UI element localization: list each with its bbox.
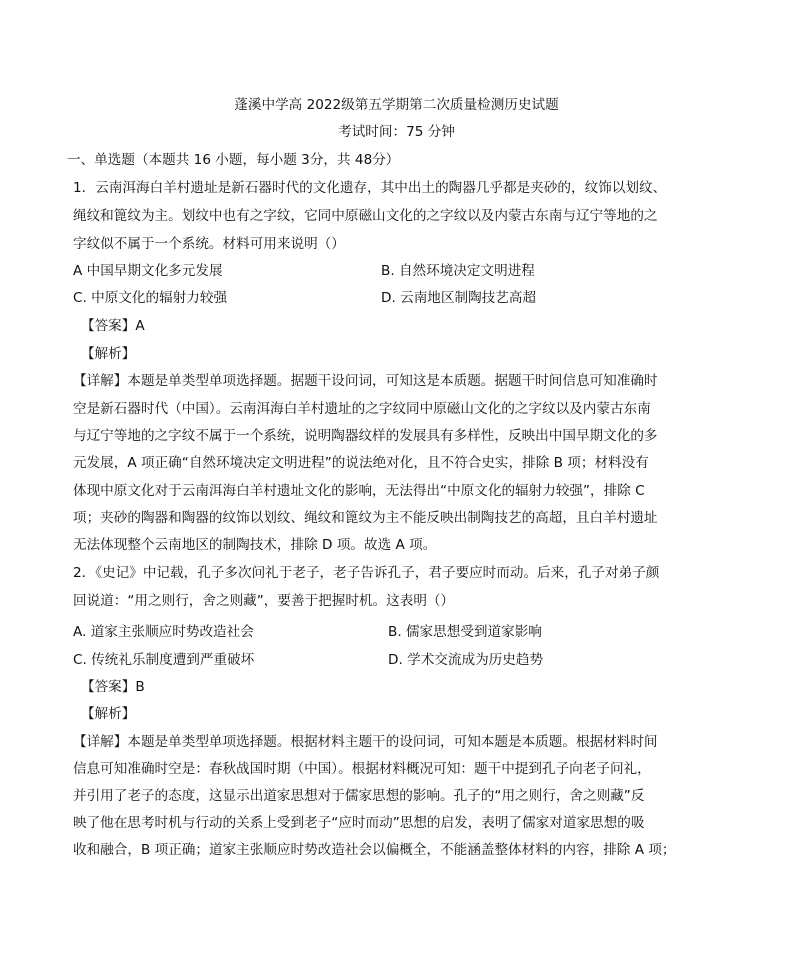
answer-label: 【答案】A — [81, 318, 145, 334]
option-a: A. 道家主张顺应时势改造社会 — [73, 624, 254, 640]
answer-label: 【答案】B — [81, 679, 145, 695]
question-stem-line: 字纹似不属于一个系统。材料可用来说明（） — [73, 236, 345, 252]
question-stem-line: 回说道：“用之则行，舍之则藏”，要善于把握时机。这表明（） — [73, 593, 455, 609]
option-c: C. 中原文化的辐射力较强 — [73, 290, 228, 306]
option-c: C. 传统礼乐制度遭到严重破坏 — [73, 652, 255, 668]
detail-line: 空是新石器时代（中国）。云南洱海白羊村遗址的之字纹同中原磁山文化的之字纹以及内蒙古东南 — [73, 401, 651, 417]
exam-title: 蓬溪中学高 2022级第五学期第二次质量检测历史试题 — [234, 97, 559, 113]
detail-line: 与辽宁等地的之字纹不属于一个系统，说明陶器纹样的发展具有多样性，反映出中国早期文化的多 — [73, 428, 658, 444]
option-d: D. 学术交流成为历史趋势 — [388, 652, 544, 668]
detail-line: 无法体现整个云南地区的制陶技术，排除 D 项。故选 A 项。 — [73, 537, 437, 553]
detail-line: 项；夹砂的陶器和陶器的纹饰以划纹、绳纹和篦纹为主不能反映出制陶技艺的高超，且白羊村遗址 — [73, 510, 658, 526]
detail-line: 映了他在思考时机与行动的关系上受到老子“应时而动”思想的启发，表明了儒家对道家思想的吸 — [73, 815, 645, 831]
detail-line: 【详解】本题是单类型单项选择题。根据材料主题干的设问词，可知本题是本质题。根据材料时间 — [73, 734, 658, 750]
detail-line: 【详解】本题是单类型单项选择题。据题干设问词，可知这是本质题。据题干时间信息可知准确时 — [73, 373, 658, 389]
question-stem-line: 2．《史记》中记载，孔子多次问礼于老子，老子告诉孔子，君子要应时而动。后来，孔子对弟子颜 — [73, 565, 660, 581]
detail-line: 信息可知准确时空是：春秋战国时期（中国）。根据材料概况可知：题干中提到孔子向老子问礼， — [73, 761, 651, 777]
section-heading: 一、单选题（本题共 16 小题，每小题 3分，共 48分） — [67, 152, 400, 168]
exam-time: 考试时间：75 分钟 — [338, 124, 455, 140]
option-b: B. 儒家思想受到道家影响 — [388, 624, 542, 640]
detail-line: 体现中原文化对于云南洱海白羊村遗址文化的影响，无法得出“中原文化的辐射力较强”，排除 C — [73, 483, 645, 499]
analysis-label: 【解析】 — [81, 706, 136, 722]
option-b: B. 自然环境决定文明进程 — [381, 263, 535, 279]
option-d: D. 云南地区制陶技艺高超 — [381, 290, 537, 306]
option-a: A 中国早期文化多元发展 — [73, 263, 223, 279]
detail-line: 元发展，A 项正确“自然环境决定文明进程”的说法绝对化，且不符合史实，排除 B 项；材料没有 — [73, 455, 649, 471]
question-stem-line: 绳纹和篦纹为主。划纹中也有之字纹，它同中原磁山文化的之字纹以及内蒙古东南与辽宁等地的之 — [73, 208, 658, 224]
detail-line: 收和融合，B 项正确；道家主张顺应时势改造社会以偏概全，不能涵盖整体材料的内容，排除 A 项； — [73, 842, 676, 858]
question-stem-line: 1．云南洱海白羊村遗址是新石器时代的文化遗存，其中出土的陶器几乎都是夹砂的，纹饰以划纹、 — [73, 180, 667, 196]
analysis-label: 【解析】 — [81, 346, 136, 362]
detail-line: 并引用了老子的态度，这显示出道家思想对于儒家思想的影响。孔子的“用之则行，舍之则藏”反 — [73, 788, 645, 804]
